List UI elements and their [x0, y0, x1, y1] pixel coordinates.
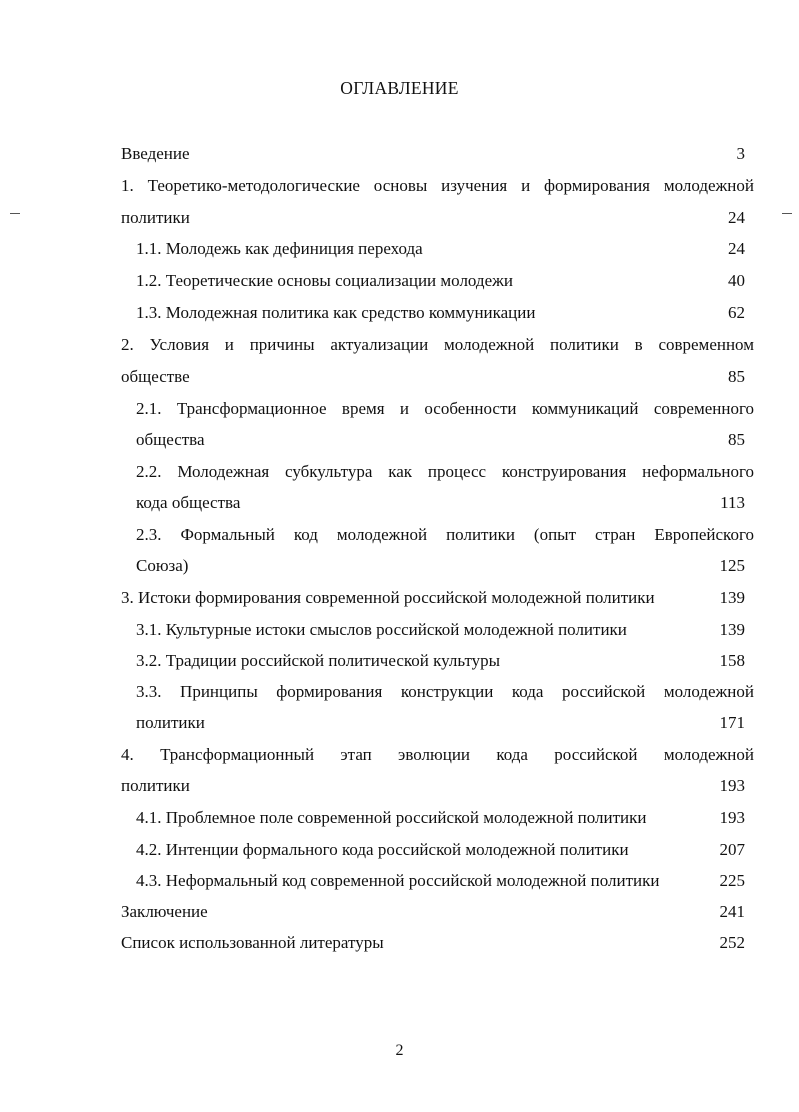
- toc-entry-title: политики: [121, 776, 190, 795]
- toc-entry-title: 2.3. Формальный код молодежной политики (опыт стран Европейского: [136, 525, 754, 544]
- toc-entry-title: обществе: [121, 367, 190, 386]
- toc-entry-page: 252: [719, 933, 745, 952]
- toc-entry-page: 24: [728, 208, 745, 227]
- toc-entry-title: 2. Условия и причины актуализации молодежной политики в современном: [121, 335, 754, 354]
- toc-entry-page: 125: [719, 556, 745, 575]
- toc-entry-page: 139: [719, 620, 745, 639]
- toc-entry-title: 2.2. Молодежная субкультура как процесс конструирования неформального: [136, 462, 754, 481]
- toc-entry-title: 3.1. Культурные истоки смыслов российской молодежной политики: [136, 620, 627, 639]
- page-number: 2: [395, 1042, 404, 1059]
- toc-entry-page: 62: [728, 303, 745, 322]
- toc-entry-page: 3: [736, 144, 745, 163]
- toc-entry-title: 4. Трансформационный этап эволюции кода российской молодежной: [121, 745, 754, 764]
- toc-entry-page: 193: [719, 776, 745, 795]
- toc-entry-title: 1.1. Молодежь как дефиниция перехода: [136, 239, 423, 258]
- toc-entry-page: 171: [719, 713, 745, 732]
- toc-entry-page: 85: [728, 430, 745, 449]
- toc-entry-page: 24: [728, 239, 745, 258]
- toc-entry-title: 4.2. Интенции формального кода российской молодежной политики: [136, 840, 629, 859]
- toc-entry-page: 85: [728, 367, 745, 386]
- toc-entry-page: 241: [719, 902, 745, 921]
- page-title: ОГЛАВЛЕНИЕ: [340, 78, 459, 98]
- toc-entry-page: 139: [719, 588, 745, 607]
- toc-entry-page: 225: [719, 871, 745, 890]
- toc-entry-title: Список использованной литературы: [121, 933, 384, 952]
- toc-entry-page: 158: [719, 651, 745, 670]
- scan-margin-mark-right: [782, 213, 792, 214]
- toc-entry-title: политики: [121, 208, 190, 227]
- toc-entry-title: Союза): [136, 556, 189, 575]
- toc-entry-title: 1.2. Теоретические основы социализации молодежи: [136, 271, 513, 290]
- toc-entry-title: 3.3. Принципы формирования конструкции кода российской молодежной: [136, 682, 754, 701]
- toc-entry-title: 3. Истоки формирования современной российской молодежной политики: [121, 588, 655, 607]
- toc-entry-title: кода общества: [136, 493, 241, 512]
- toc-entry-title: Введение: [121, 144, 190, 163]
- scan-margin-mark-left: [10, 213, 20, 214]
- toc-entry-page: 113: [720, 493, 745, 512]
- toc-entry-title: 3.2. Традиции российской политической культуры: [136, 651, 501, 670]
- toc-entry-title: 1. Теоретико-методологические основы изучения и формирования молодежной: [121, 176, 754, 195]
- toc-entry-title: общества: [136, 430, 205, 449]
- toc-entry-title: 4.1. Проблемное поле современной российской молодежной политики: [136, 808, 647, 827]
- toc-entry-page: 193: [719, 808, 745, 827]
- toc-entry-title: 1.3. Молодежная политика как средство коммуникации: [136, 303, 536, 322]
- toc-entry-title: 4.3. Неформальный код современной российской молодежной политики: [136, 871, 660, 890]
- toc-entry-title: политики: [136, 713, 205, 732]
- toc-entry-title: 2.1. Трансформационное время и особенности коммуникаций современного: [136, 399, 754, 418]
- toc-entry-page: 207: [719, 840, 745, 859]
- toc-entry-title: Заключение: [121, 902, 208, 921]
- toc-entry-page: 40: [728, 271, 745, 290]
